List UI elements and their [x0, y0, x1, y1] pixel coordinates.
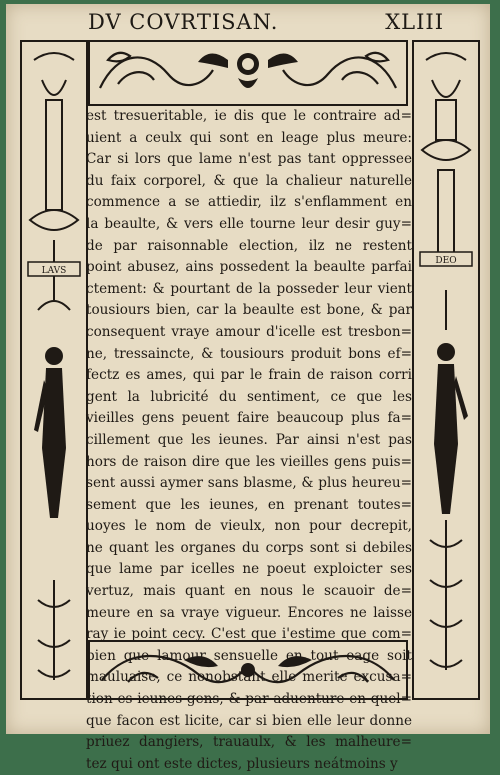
text-line: gent la lubricité du sentiment, ce que les — [86, 388, 412, 405]
text-line: sement que les ieunes, en prenant toutes= — [86, 496, 412, 513]
text-line: ctement: & pourtant de la posseder leur vient — [86, 280, 412, 297]
text-line: Car si lors que lame n'est pas tant oppressee — [86, 151, 412, 168]
text-line: priuez dangiers, trauaulx, & les malheure= — [86, 734, 412, 751]
text-line: hors de raison dire que les vieilles gens puis= — [86, 453, 412, 470]
book-page — [6, 4, 490, 772]
text-line: ray ie point cecy. C'est que i'estime que com= — [86, 626, 412, 643]
text-line: uoyes le nom de vieulx, non pour decrepit, — [86, 518, 412, 535]
text-line: vieilles gens peuent faire beaucoup plus fa= — [86, 410, 412, 427]
text-line: uient a ceulx qui sont en leage plus meure: — [86, 129, 412, 146]
text-line: ne quant les organes du corps sont si debiles — [86, 539, 412, 556]
folio-number: XLIII — [385, 10, 444, 34]
text-line: du faix corporel, & que la chalieur naturelle — [86, 172, 412, 189]
text-line: de par raisonnable election, ilz ne restent — [86, 237, 412, 254]
svg-text:DEO: DEO — [435, 256, 457, 266]
right-ornament-border — [412, 40, 480, 700]
text-line: tez qui ont este dictes, plusieurs neátmoins y — [86, 755, 398, 772]
text-line: consequent vraye amour d'icelle est tresbon= — [86, 323, 412, 340]
text-line: vertuz, mais quant en nous le scauoir de= — [86, 583, 412, 600]
text-line: mauluaise, ce nonobstant elle merite excusa= — [86, 669, 412, 686]
text-line: que lame par icelles ne poeut exploicter ses — [86, 561, 412, 578]
text-line: commence a se attiedir, ilz s'enflamment en — [86, 194, 412, 211]
text-line: tion es ieunes gens, & par aduenture en quel= — [86, 691, 412, 708]
text-line: que facon est licite, car si bien elle leur donne — [86, 712, 412, 729]
text-line: la beaulte, & vers elle tourne leur desir guy= — [86, 215, 412, 232]
text-line: point abusez, ains possedent la beaulte parfai — [86, 259, 412, 276]
text-line: est tresueritable, ie dis que le contraire ad= — [86, 108, 412, 124]
text-line: bien que lamour sensuelle en tout eage soit — [86, 647, 412, 664]
text-line: cillement que les ieunes. Par ainsi n'est pas — [86, 431, 412, 448]
body-text — [86, 106, 412, 775]
text-line: tousiours bien, car la beaulte est bone, & par — [86, 302, 412, 319]
page-header — [6, 10, 490, 40]
svg-text:LAVS: LAVS — [41, 266, 67, 276]
left-ornament-border — [20, 40, 88, 700]
text-line: meure en sa vraye vigueur. Encores ne laisse — [86, 604, 412, 621]
text-line: fectz es ames, qui par le frain de raison corri — [86, 367, 412, 384]
running-head: DV COVRTISAN. — [88, 10, 279, 34]
text-line: ne, tressaincte, & tousiours produit bons ef= — [86, 345, 412, 362]
top-ornament-border — [88, 40, 408, 106]
text-line: sent aussi aymer sans blasme, & plus heureu= — [86, 475, 412, 492]
